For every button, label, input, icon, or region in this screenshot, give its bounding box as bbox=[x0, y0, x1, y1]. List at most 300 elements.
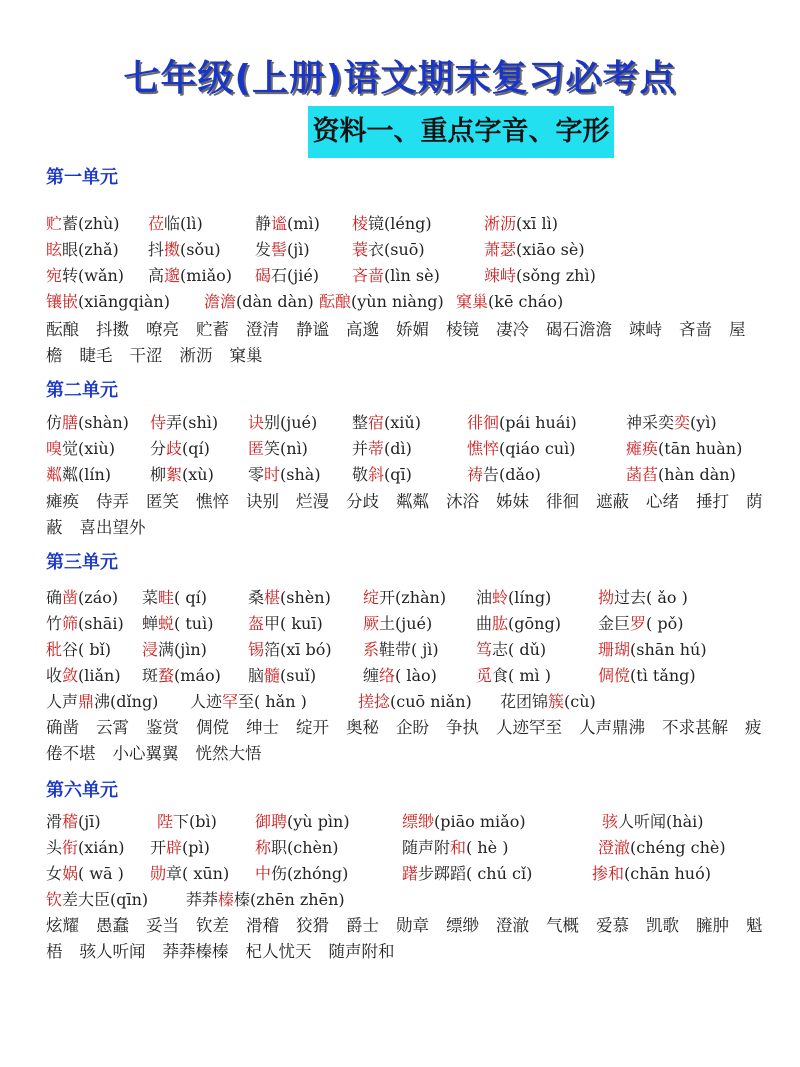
pinyin-row bbox=[0, 289, 800, 315]
entry-prefix: 脑 bbox=[248, 666, 265, 685]
entry-rest: 下(bì) bbox=[173, 812, 217, 831]
key-char: 簇 bbox=[548, 692, 565, 711]
entry-prefix: 陛 bbox=[157, 812, 174, 831]
pinyin-entry bbox=[602, 809, 703, 835]
entry-prefix: 珊瑚 bbox=[598, 640, 631, 659]
entry-prefix: 竹 bbox=[46, 614, 63, 633]
pinyin-row bbox=[0, 237, 800, 263]
entry-rest bbox=[222, 692, 307, 711]
pinyin-entry bbox=[142, 585, 207, 611]
entry-prefix: 宛 bbox=[46, 266, 63, 285]
entry-prefix: 斑 bbox=[142, 666, 159, 685]
vocab-word: 爵士 bbox=[346, 916, 379, 935]
pinyin-entry bbox=[46, 887, 148, 913]
key-char: 榛 bbox=[218, 890, 235, 909]
pinyin-row bbox=[0, 689, 800, 715]
entry-prefix: 碣 bbox=[255, 266, 272, 285]
pinyin-entry bbox=[626, 436, 742, 462]
pinyin-entry bbox=[352, 462, 412, 488]
entry-tail: (qī) bbox=[384, 465, 412, 484]
entry-tail: ( tuì) bbox=[174, 614, 214, 633]
vocab-word: 凄冷 bbox=[496, 320, 529, 339]
entry-rest: (chān huó) bbox=[624, 864, 711, 883]
entry-rest bbox=[492, 588, 551, 607]
vocab-word: 奥秘 bbox=[346, 718, 379, 737]
pinyin-entry bbox=[598, 611, 683, 637]
entry-tail: (shāi) bbox=[78, 614, 124, 633]
vocab-word: 瘫痪 bbox=[46, 492, 79, 511]
pinyin-entry bbox=[352, 410, 421, 436]
vocab-word: 不求甚解 bbox=[662, 718, 728, 737]
pinyin-entry bbox=[248, 410, 317, 436]
entry-prefix: 倜傥 bbox=[598, 666, 631, 685]
key-char: 稽 bbox=[62, 812, 79, 831]
pinyin-row bbox=[0, 410, 800, 436]
pinyin-entry bbox=[363, 637, 439, 663]
key-char: 辟 bbox=[166, 838, 183, 857]
entry-rest: 食( mì ) bbox=[492, 666, 551, 685]
pinyin-entry bbox=[255, 835, 339, 861]
entry-rest: 镜(léng) bbox=[368, 214, 432, 233]
key-char: 蜕 bbox=[158, 614, 175, 633]
entry-rest: 蓄(zhù) bbox=[62, 214, 120, 233]
entry-prefix: 整 bbox=[352, 413, 369, 432]
vocab-word: 魁梧 bbox=[46, 916, 763, 961]
entry-rest bbox=[271, 214, 320, 233]
entry-prefix: 匿 bbox=[248, 439, 265, 458]
vocab-word: 分歧 bbox=[346, 492, 379, 511]
unit-heading: 第三单元 bbox=[46, 552, 118, 573]
entry-prefix: 人声 bbox=[46, 692, 79, 711]
key-char: 奕 bbox=[674, 413, 691, 432]
entry-rest bbox=[164, 266, 232, 285]
entry-tail: (shèn) bbox=[280, 588, 331, 607]
entry-rest: 伤(zhóng) bbox=[271, 864, 349, 883]
pinyin-entry bbox=[484, 237, 585, 263]
vocab-word: 屋檐 bbox=[46, 320, 746, 365]
vocab-word: 恍然大悟 bbox=[195, 744, 262, 763]
pinyin-entry bbox=[142, 663, 221, 689]
entry-prefix: 头 bbox=[46, 838, 63, 857]
entry-tail: 至( hǎn ) bbox=[238, 692, 307, 711]
pinyin-entry bbox=[190, 689, 307, 715]
entry-tail: (yì) bbox=[690, 413, 717, 432]
entry-tail: (pì) bbox=[182, 838, 210, 857]
vocab-word: 沐浴 bbox=[446, 492, 479, 511]
vocab-word: 淅沥 bbox=[179, 346, 213, 365]
key-char: 椹 bbox=[264, 588, 281, 607]
vocab-word: 粼粼 bbox=[396, 492, 429, 511]
entry-prefix: 敬 bbox=[352, 465, 369, 484]
vocab-word: 澄澈 bbox=[496, 916, 529, 935]
vocab-word: 倜傥 bbox=[196, 718, 229, 737]
key-char: 宿 bbox=[368, 413, 385, 432]
vocab-word: 娇媚 bbox=[396, 320, 429, 339]
entry-prefix: 贮 bbox=[46, 214, 63, 233]
entry-tail: (máo) bbox=[174, 666, 221, 685]
entry-rest: 甲( kuī) bbox=[264, 614, 323, 633]
entry-prefix: 女 bbox=[46, 864, 63, 883]
pinyin-entry bbox=[186, 887, 345, 913]
pinyin-entry bbox=[352, 436, 412, 462]
pinyin-entry bbox=[476, 585, 551, 611]
vocab-word: 臃肿 bbox=[696, 916, 729, 935]
vocab-word: 确凿 bbox=[46, 718, 79, 737]
entry-prefix: 菜 bbox=[142, 588, 159, 607]
vocab-list bbox=[46, 489, 766, 541]
entry-prefix: 随声附 bbox=[402, 838, 451, 857]
entry-prefix: 盔 bbox=[248, 614, 265, 633]
pinyin-entry bbox=[319, 289, 444, 315]
entry-rest: 鞋带( jì) bbox=[379, 640, 439, 659]
entry-prefix: 吝啬 bbox=[352, 266, 385, 285]
entry-rest bbox=[548, 692, 596, 711]
vocab-word: 炫耀 bbox=[46, 916, 79, 935]
entry-rest bbox=[78, 692, 158, 711]
entry-prefix: 嗅 bbox=[46, 439, 63, 458]
entry-tail: (mì) bbox=[287, 214, 320, 233]
pinyin-entry bbox=[46, 637, 111, 663]
vocab-word: 杞人忧天 bbox=[245, 942, 312, 961]
entry-prefix: 抖 bbox=[148, 240, 165, 259]
pinyin-row bbox=[0, 611, 800, 637]
pinyin-entry bbox=[142, 611, 213, 637]
entry-prefix: 澄澈 bbox=[598, 838, 631, 857]
key-char: 衔 bbox=[62, 838, 79, 857]
pinyin-entry bbox=[46, 611, 124, 637]
entry-prefix: 分 bbox=[150, 439, 167, 458]
entry-rest: 过去( ǎo ) bbox=[614, 588, 688, 607]
entry-tail: (xián) bbox=[78, 838, 125, 857]
entry-rest bbox=[492, 614, 561, 633]
pinyin-entry bbox=[150, 462, 214, 488]
vocab-word: 云霄 bbox=[96, 718, 129, 737]
entry-rest: 衣(suō) bbox=[368, 240, 425, 259]
pinyin-row bbox=[0, 809, 800, 835]
pinyin-entry bbox=[46, 835, 125, 861]
entry-prefix: 眩 bbox=[46, 240, 63, 259]
vocab-word: 滑稽 bbox=[246, 916, 279, 935]
pinyin-row bbox=[0, 887, 800, 913]
entry-tail: 沸(dǐng) bbox=[94, 692, 159, 711]
page-subtitle: 资料一、重点字音、字形 bbox=[308, 106, 614, 158]
pinyin-entry bbox=[255, 861, 348, 887]
pinyin-entry bbox=[363, 585, 446, 611]
entry-tail: (gōng) bbox=[508, 614, 561, 633]
entry-rest: (xiāo sè) bbox=[516, 240, 585, 259]
entry-prefix: 滑 bbox=[46, 812, 63, 831]
key-char: 蒂 bbox=[368, 439, 385, 458]
entry-rest: 志( dǔ) bbox=[492, 640, 547, 659]
vocab-word: 竦峙 bbox=[629, 320, 662, 339]
pinyin-entry bbox=[402, 835, 508, 861]
pinyin-entry bbox=[598, 637, 707, 663]
entry-prefix: 绽 bbox=[363, 588, 380, 607]
entry-prefix: 仿 bbox=[46, 413, 63, 432]
entry-rest bbox=[62, 812, 101, 831]
entry-prefix: 蓑 bbox=[352, 240, 369, 259]
entry-tail: (líng) bbox=[508, 588, 552, 607]
entry-prefix: 躇 bbox=[402, 864, 419, 883]
vocab-word: 人迹罕至 bbox=[496, 718, 562, 737]
entry-tail: (xiǔ) bbox=[384, 413, 421, 432]
vocab-word: 碣石澹澹 bbox=[546, 320, 612, 339]
vocab-word: 争执 bbox=[446, 718, 479, 737]
entry-rest bbox=[368, 439, 412, 458]
vocab-word: 小心翼翼 bbox=[112, 744, 179, 763]
entry-prefix: 收 bbox=[46, 666, 63, 685]
entry-prefix: 憔悴 bbox=[467, 439, 500, 458]
entry-tail: (sǒu) bbox=[180, 240, 221, 259]
entry-prefix: 浸 bbox=[142, 640, 159, 659]
entry-tail: ( pǒ) bbox=[646, 614, 684, 633]
vocab-word: 贮蓄 bbox=[196, 320, 229, 339]
key-char: 歧 bbox=[166, 439, 183, 458]
key-char: 髓 bbox=[264, 666, 281, 685]
pinyin-entry bbox=[467, 410, 577, 436]
entry-prefix: 神采奕 bbox=[626, 413, 675, 432]
entry-tail: ( lào) bbox=[395, 666, 437, 685]
entry-rest bbox=[450, 838, 508, 857]
vocab-word: 捶打 bbox=[696, 492, 729, 511]
entry-tail: (miǎo) bbox=[180, 266, 232, 285]
key-char: 时 bbox=[264, 465, 281, 484]
entry-tail: (záo) bbox=[78, 588, 119, 607]
entry-rest: 石(jié) bbox=[271, 266, 320, 285]
vocab-word: 抖擞 bbox=[96, 320, 129, 339]
entry-prefix: 觅 bbox=[476, 666, 493, 685]
pinyin-entry bbox=[46, 585, 118, 611]
pinyin-entry bbox=[248, 462, 321, 488]
vocab-word: 勋章 bbox=[396, 916, 429, 935]
pinyin-row bbox=[0, 585, 800, 611]
vocab-word: 钦差 bbox=[196, 916, 229, 935]
vocab-word: 侍弄 bbox=[96, 492, 129, 511]
entry-prefix: 勋 bbox=[150, 864, 167, 883]
entry-rest: (yù pìn) bbox=[287, 812, 350, 831]
entry-prefix: 侍 bbox=[150, 413, 167, 432]
pinyin-entry bbox=[46, 689, 158, 715]
entry-prefix: 零 bbox=[248, 465, 265, 484]
entry-rest bbox=[674, 413, 717, 432]
key-char: 擞 bbox=[164, 240, 181, 259]
entry-prefix: 确 bbox=[46, 588, 63, 607]
entry-prefix: 并 bbox=[352, 439, 369, 458]
pinyin-entry bbox=[157, 809, 217, 835]
entry-rest: 土(jué) bbox=[379, 614, 433, 633]
entry-prefix: 粼 bbox=[46, 465, 63, 484]
pinyin-row bbox=[0, 462, 800, 488]
entry-prefix: 系 bbox=[363, 640, 380, 659]
vocab-word: 遮蔽 bbox=[596, 492, 629, 511]
entry-rest: 笑(nì) bbox=[264, 439, 308, 458]
entry-rest bbox=[218, 890, 345, 909]
pinyin-row bbox=[0, 263, 800, 289]
pinyin-row bbox=[0, 861, 800, 887]
pinyin-row bbox=[0, 663, 800, 689]
entry-rest: (chéng chè) bbox=[630, 838, 726, 857]
pinyin-entry bbox=[456, 289, 563, 315]
vocab-word: 棱镜 bbox=[446, 320, 479, 339]
entry-rest bbox=[166, 439, 210, 458]
entry-rest bbox=[264, 666, 316, 685]
entry-prefix: 莅 bbox=[148, 214, 165, 233]
entry-rest: 转(wǎn) bbox=[62, 266, 125, 285]
pinyin-entry bbox=[46, 289, 170, 315]
pinyin-entry bbox=[352, 263, 440, 289]
entry-prefix: 镶嵌 bbox=[46, 292, 79, 311]
vocab-word: 企盼 bbox=[396, 718, 429, 737]
vocab-word: 匿笑 bbox=[146, 492, 179, 511]
entry-tail: (jī) bbox=[78, 812, 101, 831]
pinyin-entry bbox=[598, 663, 696, 689]
entry-rest: (sǒng zhì) bbox=[516, 266, 596, 285]
entry-prefix: 棱 bbox=[352, 214, 369, 233]
pinyin-entry bbox=[592, 861, 711, 887]
vocab-word: 心绪 bbox=[646, 492, 679, 511]
pinyin-entry bbox=[46, 861, 124, 887]
entry-prefix: 澹澹 bbox=[204, 292, 237, 311]
entry-prefix: 竦峙 bbox=[484, 266, 517, 285]
entry-prefix: 诀 bbox=[248, 413, 265, 432]
entry-prefix: 缥缈 bbox=[402, 812, 435, 831]
pinyin-entry bbox=[46, 410, 129, 436]
pinyin-entry bbox=[255, 809, 350, 835]
entry-prefix: 骇 bbox=[602, 812, 619, 831]
entry-rest: 箔(xī bó) bbox=[264, 640, 332, 659]
entry-tail: (shà) bbox=[280, 465, 321, 484]
pinyin-entry bbox=[46, 263, 124, 289]
pinyin-entry bbox=[476, 611, 561, 637]
pinyin-entry bbox=[358, 689, 472, 715]
vocab-word: 气概 bbox=[546, 916, 579, 935]
entry-rest: 临(lì) bbox=[164, 214, 203, 233]
vocab-word: 高邈 bbox=[346, 320, 379, 339]
entry-rest: (hàn dàn) bbox=[658, 465, 736, 484]
vocab-word: 骇人听闻 bbox=[79, 942, 146, 961]
pinyin-entry bbox=[46, 436, 115, 462]
pinyin-entry bbox=[255, 263, 319, 289]
entry-prefix: 笃 bbox=[476, 640, 493, 659]
entry-prefix: 萧瑟 bbox=[484, 240, 517, 259]
entry-prefix: 曲 bbox=[476, 614, 493, 633]
vocab-word: 烂漫 bbox=[296, 492, 329, 511]
pinyin-entry bbox=[363, 611, 432, 637]
vocab-word: 窠巢 bbox=[229, 346, 263, 365]
key-char: 谧 bbox=[271, 214, 288, 233]
pinyin-entry bbox=[467, 462, 541, 488]
entry-tail: (liǎn) bbox=[78, 666, 121, 685]
entry-rest: 告(dǎo) bbox=[483, 465, 541, 484]
entry-rest bbox=[62, 666, 121, 685]
entry-prefix: 徘徊 bbox=[467, 413, 500, 432]
pinyin-entry bbox=[248, 436, 308, 462]
pinyin-entry bbox=[626, 410, 717, 436]
key-char: 鼎 bbox=[78, 692, 95, 711]
entry-rest bbox=[264, 588, 331, 607]
entry-prefix: 缠 bbox=[363, 666, 380, 685]
key-char: 络 bbox=[379, 666, 396, 685]
entry-prefix: 淅沥 bbox=[484, 214, 517, 233]
vocab-word: 莽莽榛榛 bbox=[162, 942, 229, 961]
entry-prefix: 桑 bbox=[248, 588, 265, 607]
pinyin-entry bbox=[248, 663, 316, 689]
entry-rest: (tì tǎng) bbox=[630, 666, 696, 685]
unit-heading: 第六单元 bbox=[46, 780, 118, 801]
key-char: 和 bbox=[450, 838, 467, 857]
entry-prefix: 瘫痪 bbox=[626, 439, 659, 458]
entry-rest: 粼(lín) bbox=[62, 465, 112, 484]
entry-rest: 满(jìn) bbox=[158, 640, 207, 659]
entry-rest: 开(zhàn) bbox=[379, 588, 447, 607]
pinyin-entry bbox=[402, 861, 532, 887]
entry-prefix: 窠巢 bbox=[456, 292, 489, 311]
entry-rest: 觉(xiù) bbox=[62, 439, 115, 458]
vocab-word: 缥缈 bbox=[446, 916, 479, 935]
entry-rest bbox=[62, 864, 124, 883]
entry-prefix: 人迹 bbox=[190, 692, 223, 711]
pinyin-row bbox=[0, 211, 800, 237]
key-char: 罕 bbox=[222, 692, 239, 711]
vocab-word: 疲倦不堪 bbox=[46, 718, 762, 763]
entry-rest bbox=[62, 413, 129, 432]
key-char: 畦 bbox=[158, 588, 175, 607]
entry-rest: (yùn niàng) bbox=[351, 292, 444, 311]
entry-rest: (xī lì) bbox=[516, 214, 558, 233]
entry-rest: 别(jué) bbox=[264, 413, 318, 432]
unit-heading: 第一单元 bbox=[46, 167, 118, 188]
pinyin-entry bbox=[204, 289, 314, 315]
key-char: 娲 bbox=[62, 864, 79, 883]
entry-rest bbox=[271, 240, 310, 259]
pinyin-entry bbox=[148, 263, 232, 289]
entry-tail: 榛(zhēn zhēn) bbox=[234, 890, 345, 909]
entry-prefix: 蝉 bbox=[142, 614, 159, 633]
pinyin-entry bbox=[150, 410, 218, 436]
key-char: 蝥 bbox=[158, 666, 175, 685]
entry-rest: (lìn sè) bbox=[384, 266, 440, 285]
pinyin-entry bbox=[248, 585, 331, 611]
entry-tail: (suǐ) bbox=[280, 666, 317, 685]
vocab-word: 随声附和 bbox=[328, 942, 395, 961]
pinyin-row bbox=[0, 835, 800, 861]
pinyin-entry bbox=[352, 237, 425, 263]
entry-rest: (pái huái) bbox=[499, 413, 577, 432]
key-char: 敛 bbox=[62, 666, 79, 685]
pinyin-row bbox=[0, 436, 800, 462]
entry-tail: (dì) bbox=[384, 439, 412, 458]
pinyin-entry bbox=[484, 211, 558, 237]
entry-prefix: 拗 bbox=[598, 588, 615, 607]
entry-prefix: 秕 bbox=[46, 640, 63, 659]
vocab-word: 吝啬 bbox=[679, 320, 712, 339]
vocab-word: 愚蠢 bbox=[96, 916, 129, 935]
vocab-word: 荫蔽 bbox=[46, 492, 763, 537]
entry-prefix: 高 bbox=[148, 266, 165, 285]
entry-rest: (dàn dàn) bbox=[236, 292, 314, 311]
entry-rest bbox=[166, 465, 214, 484]
key-char: 筛 bbox=[62, 614, 79, 633]
vocab-word: 爱慕 bbox=[596, 916, 629, 935]
entry-rest bbox=[368, 413, 421, 432]
pinyin-entry bbox=[402, 809, 526, 835]
entry-prefix: 花团锦 bbox=[500, 692, 549, 711]
entry-rest bbox=[158, 614, 213, 633]
entry-rest bbox=[264, 465, 321, 484]
pinyin-entry bbox=[148, 211, 203, 237]
entry-rest: (cuō niǎn) bbox=[390, 692, 472, 711]
pinyin-entry bbox=[484, 263, 596, 289]
